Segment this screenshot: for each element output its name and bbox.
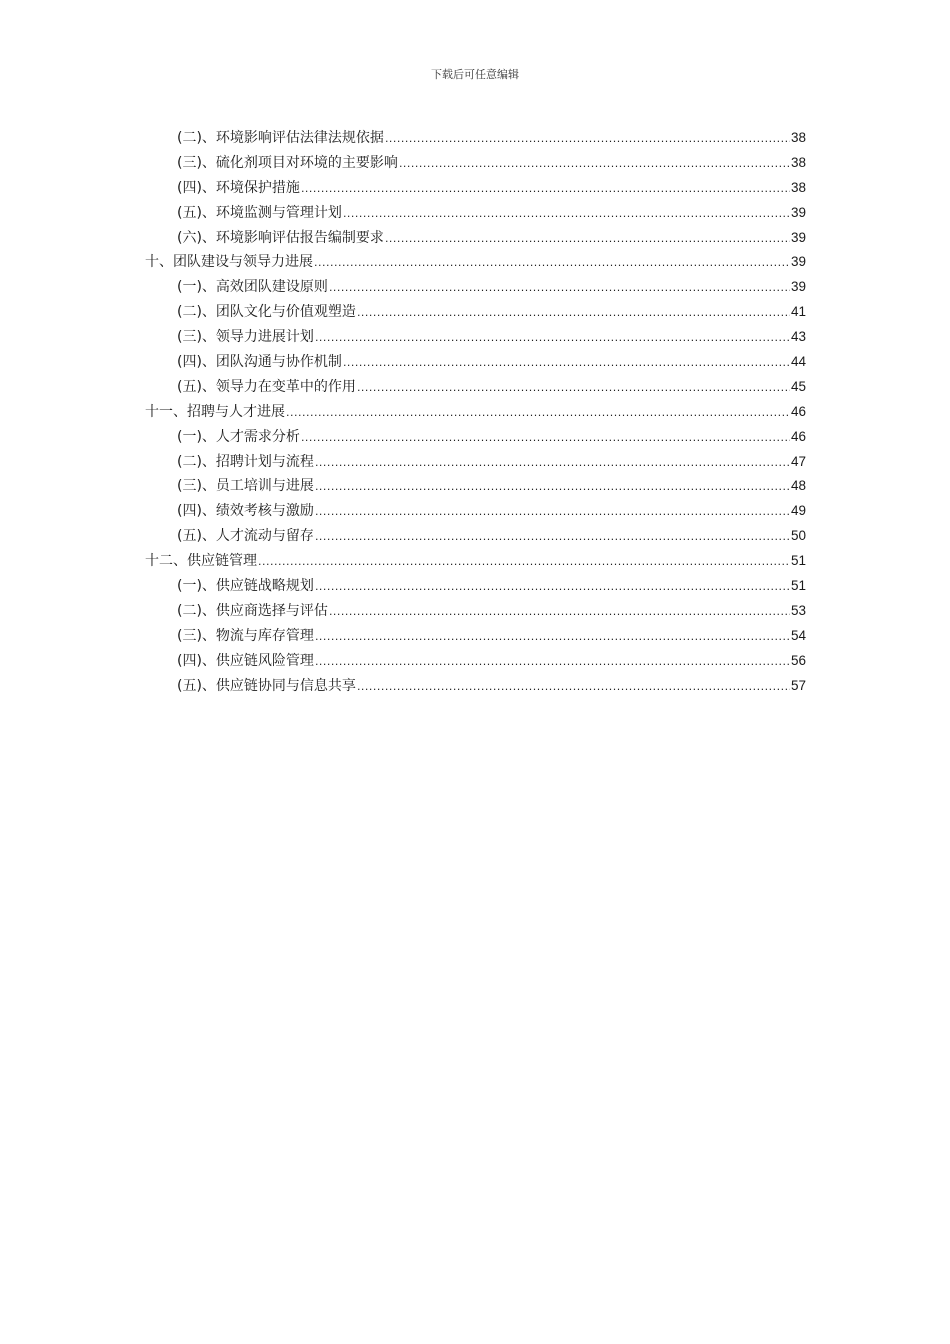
toc-page-number: 39 xyxy=(790,254,806,270)
toc-page-number: 39 xyxy=(790,204,806,220)
toc-dot-leader xyxy=(314,251,790,276)
toc-dot-leader xyxy=(315,650,790,675)
toc-section-entry[interactable] xyxy=(145,574,806,599)
toc-section-entry[interactable] xyxy=(145,450,806,475)
toc-entry-label: (五)、人才流动与留存 xyxy=(177,528,314,545)
toc-entry-label: (三)、硫化剂项目对环境的主要影响 xyxy=(177,154,398,171)
toc-section-entry[interactable] xyxy=(145,300,806,325)
toc-entry-label: (三)、员工培训与进展 xyxy=(177,478,314,495)
page-header: 下载后可任意编辑 xyxy=(431,68,519,81)
toc-page-number: 41 xyxy=(790,304,806,320)
toc-section-entry[interactable] xyxy=(145,599,806,624)
toc-entry-label: (五)、领导力在变革中的作用 xyxy=(177,378,356,395)
toc-dot-leader xyxy=(286,401,790,426)
toc-dot-leader xyxy=(258,550,790,575)
toc-dot-leader xyxy=(329,276,790,301)
toc-page-number: 50 xyxy=(790,528,806,544)
toc-dot-leader xyxy=(399,152,790,177)
toc-entry-label: (一)、供应链战略规划 xyxy=(177,578,314,595)
toc-entry-label: (三)、领导力进展计划 xyxy=(177,329,314,346)
toc-entry-label: (二)、供应商选择与评估 xyxy=(177,602,328,619)
toc-section-entry[interactable] xyxy=(145,350,806,375)
toc-entry-label: (三)、物流与库存管理 xyxy=(177,627,314,644)
toc-page-number: 57 xyxy=(790,677,806,693)
toc-section-entry[interactable] xyxy=(145,126,806,151)
toc-entry-label: 十二、供应链管理 xyxy=(145,553,257,570)
toc-dot-leader xyxy=(343,351,790,376)
toc-entry-label: (四)、环境保护措施 xyxy=(177,179,300,196)
toc-section-entry[interactable] xyxy=(145,201,806,226)
toc-section-entry[interactable] xyxy=(145,151,806,176)
toc-page-number: 39 xyxy=(790,279,806,295)
toc-page-number: 46 xyxy=(790,428,806,444)
toc-page-number: 54 xyxy=(790,627,806,643)
toc-dot-leader xyxy=(315,575,790,600)
toc-page-number: 53 xyxy=(790,602,806,618)
table-of-contents xyxy=(145,126,806,698)
toc-chapter-entry[interactable] xyxy=(145,250,806,275)
toc-section-entry[interactable] xyxy=(145,524,806,549)
toc-dot-leader xyxy=(385,127,790,152)
toc-entry-label: (四)、绩效考核与激励 xyxy=(177,503,314,520)
toc-entry-label: (一)、人才需求分析 xyxy=(177,428,300,445)
toc-entry-label: (四)、团队沟通与协作机制 xyxy=(177,354,342,371)
toc-page-number: 51 xyxy=(790,553,806,569)
toc-page-number: 38 xyxy=(790,179,806,195)
toc-entry-label: (二)、招聘计划与流程 xyxy=(177,453,314,470)
toc-entry-label: (二)、团队文化与价值观塑造 xyxy=(177,304,356,321)
toc-section-entry[interactable] xyxy=(145,275,806,300)
toc-entry-label: (四)、供应链风险管理 xyxy=(177,652,314,669)
toc-page-number: 43 xyxy=(790,329,806,345)
toc-dot-leader xyxy=(315,625,790,650)
toc-dot-leader xyxy=(315,525,790,550)
toc-section-entry[interactable] xyxy=(145,425,806,450)
toc-section-entry[interactable] xyxy=(145,474,806,499)
toc-entry-label: (一)、高效团队建设原则 xyxy=(177,279,328,296)
toc-page-number: 38 xyxy=(790,130,806,145)
toc-section-entry[interactable] xyxy=(145,674,806,699)
toc-dot-leader xyxy=(329,600,790,625)
toc-dot-leader xyxy=(385,227,790,252)
toc-section-entry[interactable] xyxy=(145,499,806,524)
toc-section-entry[interactable] xyxy=(145,325,806,350)
toc-dot-leader xyxy=(315,500,790,525)
toc-page-number: 38 xyxy=(790,154,806,170)
toc-page-number: 39 xyxy=(790,229,806,245)
toc-dot-leader xyxy=(357,301,790,326)
toc-page-number: 49 xyxy=(790,503,806,519)
toc-entry-label: (五)、环境监测与管理计划 xyxy=(177,204,342,221)
toc-dot-leader xyxy=(301,426,790,451)
toc-dot-leader xyxy=(315,475,790,500)
toc-page-number: 45 xyxy=(790,378,806,394)
toc-entry-label: (六)、环境影响评估报告编制要求 xyxy=(177,229,384,246)
toc-dot-leader xyxy=(315,451,790,476)
toc-entry-label: (二)、环境影响评估法律法规依据 xyxy=(177,130,384,146)
toc-page-number: 47 xyxy=(790,453,806,469)
toc-dot-leader xyxy=(357,376,790,401)
toc-section-entry[interactable] xyxy=(145,176,806,201)
toc-page-number: 44 xyxy=(790,354,806,370)
toc-dot-leader xyxy=(301,177,790,202)
toc-entry-label: 十一、招聘与人才进展 xyxy=(145,403,285,420)
toc-section-entry[interactable] xyxy=(145,375,806,400)
toc-chapter-entry[interactable] xyxy=(145,400,806,425)
toc-page-number: 48 xyxy=(790,478,806,494)
toc-entry-label: (五)、供应链协同与信息共享 xyxy=(177,677,356,694)
toc-dot-leader xyxy=(343,202,790,227)
toc-page-number: 51 xyxy=(790,578,806,594)
toc-chapter-entry[interactable] xyxy=(145,549,806,574)
toc-dot-leader xyxy=(315,326,790,351)
toc-section-entry[interactable] xyxy=(145,624,806,649)
toc-page-number: 56 xyxy=(790,652,806,668)
toc-entry-label: 十、团队建设与领导力进展 xyxy=(145,254,313,271)
toc-dot-leader xyxy=(357,675,790,700)
toc-page-number: 46 xyxy=(790,403,806,419)
toc-section-entry[interactable] xyxy=(145,226,806,251)
toc-section-entry[interactable] xyxy=(145,649,806,674)
